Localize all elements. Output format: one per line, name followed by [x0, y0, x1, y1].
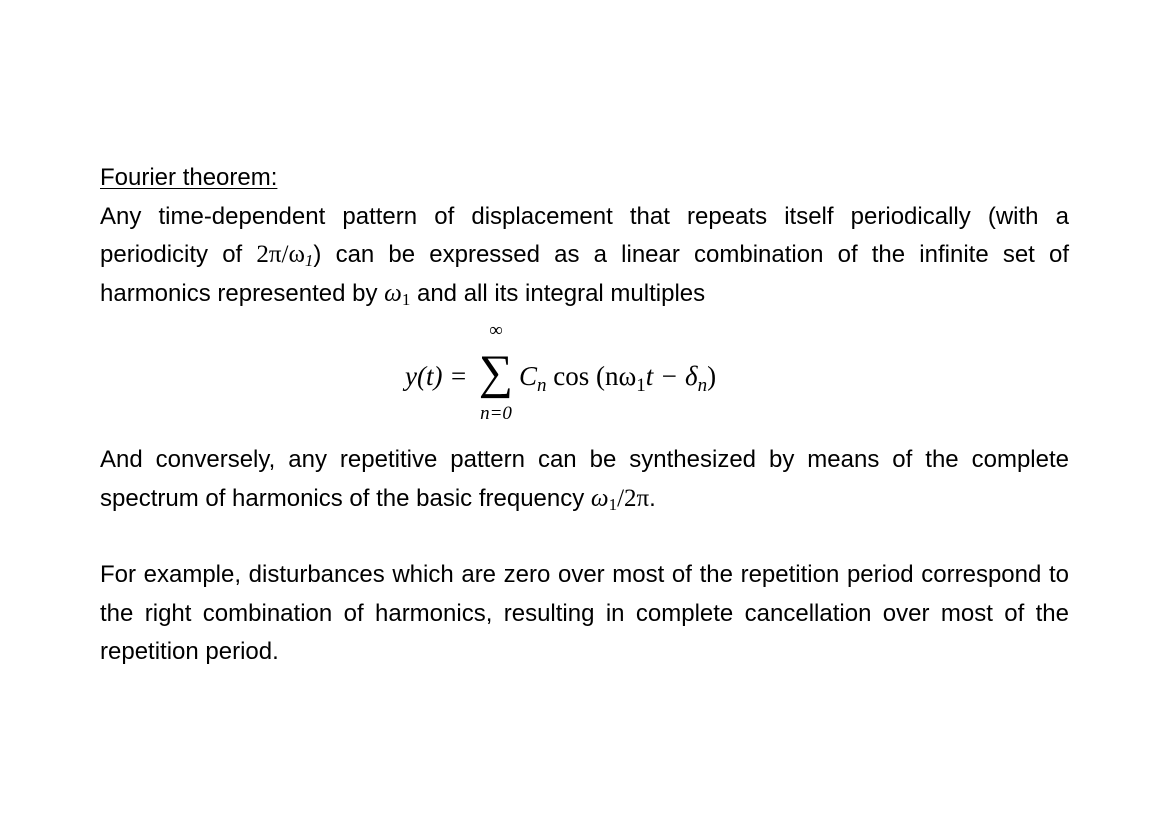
sum-upper-limit: ∞	[489, 320, 503, 341]
math-basic-frequency: $\omega_1/2\pi$	[590, 484, 650, 514]
paragraph-example: For example, disturbances which are zero over most of the repetition period correspond to the right combination of harmonics, resulting in complete cancellation over most of the repetition period.	[100, 561, 1069, 665]
fourier-series-equation	[100, 321, 1069, 431]
section-heading: Fourier theorem:	[100, 164, 278, 191]
paragraph-converse: And conversely, any repetitive pattern can be synthesized by means of the complete spectrum of harmonics of the basic frequency $\omega_1/2\pi$.	[100, 446, 1069, 514]
equation-rhs: $C_n$ $\cos (n\omega_1t - \delta_n)$	[519, 361, 717, 396]
paragraph-fourier-statement	[100, 198, 1069, 314]
equation-lhs: y(t) =	[405, 361, 468, 391]
sum-symbol: ∑	[478, 346, 514, 399]
document-page	[100, 159, 1069, 672]
math-omega1: $\omega_1$	[384, 279, 411, 309]
sum-lower-limit: n=0	[480, 403, 512, 424]
paragraph-text: ) can be expressed as a linear combination of the infinite set of harmonics represented by	[100, 241, 1070, 307]
summation	[475, 321, 517, 431]
paragraph-text: Any time-dependent pattern of displacement that repeats itself periodically (with a periodicity of	[100, 202, 1069, 268]
math-periodicity: $2\pi/\omega_1$	[256, 241, 314, 270]
paragraph-spacer	[100, 518, 1069, 556]
paragraph-text: and all its integral multiples	[410, 279, 706, 307]
paragraph-text: And conversely, any repetitive pattern can be synthesized by means of the complete spectrum of harmonics of the basic frequency	[100, 446, 1069, 512]
